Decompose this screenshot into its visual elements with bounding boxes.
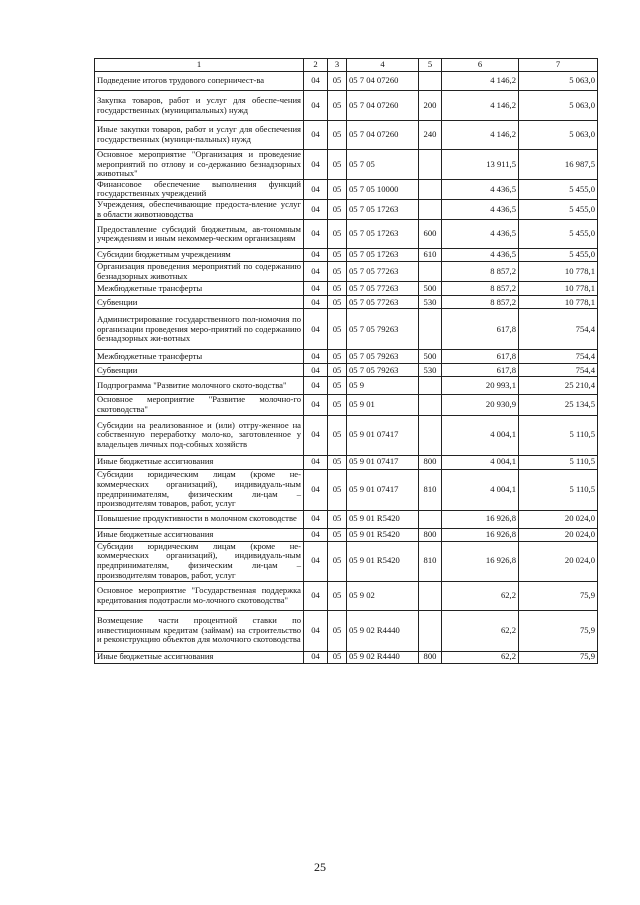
table-row [95,364,598,377]
cell-subsection: 05 [328,199,347,219]
cell-amount-year-1: 4 436,5 [442,199,519,219]
cell-amount-year-1: 4 004,1 [442,415,519,455]
table-row [95,581,598,610]
page-number: 25 [314,860,326,874]
table-row [95,282,598,296]
cell-section: 04 [304,541,328,581]
cell-amount-year-2: 754,4 [519,350,598,364]
cell-amount-year-1: 16 926,8 [442,510,519,528]
header-col-1: 1 [95,59,304,72]
cell-expense-type [419,72,442,91]
table-header [95,59,598,72]
cell-target-code: 05 9 [347,377,419,395]
cell-subsection: 05 [328,179,347,199]
cell-expense-type [419,610,442,651]
table-row [95,469,598,510]
table-row [95,415,598,455]
table-row [95,395,598,415]
cell-expense-type [419,581,442,610]
cell-expense-type: 530 [419,364,442,377]
table-row [95,199,598,219]
cell-section: 04 [304,581,328,610]
cell-expense-type [419,179,442,199]
table-row [95,121,598,150]
cell-expense-type: 810 [419,541,442,581]
cell-subsection: 05 [328,581,347,610]
cell-expense-type: 200 [419,91,442,121]
header-row [95,59,598,72]
cell-target-code: 05 7 04 07260 [347,91,419,121]
cell-target-code: 05 9 01 R5420 [347,528,419,541]
header-col-7: 7 [519,59,598,72]
cell-name: Субсидии юридическим лицам (кроме не-коммерческих организаций), индивидуаль-ным предпринимателям, физическим ли-цам – производителям товаров, работ, услуг [95,541,304,581]
header-col-6: 6 [442,59,519,72]
cell-amount-year-1: 8 857,2 [442,296,519,309]
cell-amount-year-2: 754,4 [519,364,598,377]
cell-name: Закупка товаров, работ и услуг для обеспе-чения государственных (муниципальных) нужд [95,91,304,121]
cell-expense-type: 610 [419,249,442,262]
cell-expense-type: 500 [419,282,442,296]
cell-section: 04 [304,455,328,469]
cell-target-code: 05 9 02 R4440 [347,610,419,651]
cell-amount-year-2: 5 455,0 [519,249,598,262]
cell-subsection: 05 [328,541,347,581]
cell-amount-year-1: 4 146,2 [442,72,519,91]
cell-amount-year-2: 5 455,0 [519,199,598,219]
table-row [95,249,598,262]
cell-expense-type [419,199,442,219]
cell-name: Возмещение части процентной ставки по инвестиционным кредитам (займам) на строительство и реконструкцию объектов для молочного скотоводства [95,610,304,651]
cell-amount-year-1: 4 436,5 [442,249,519,262]
cell-amount-year-2: 754,4 [519,309,598,350]
cell-expense-type [419,262,442,282]
cell-amount-year-1: 20 930,9 [442,395,519,415]
cell-subsection: 05 [328,220,347,249]
cell-amount-year-1: 4 004,1 [442,455,519,469]
cell-name: Иные закупки товаров, работ и услуг для обеспечения государственных (муници-пальных) нужд [95,121,304,150]
cell-name: Организация проведения мероприятий по содержанию безнадзорных животных [95,262,304,282]
cell-target-code: 05 9 01 07417 [347,469,419,510]
table-row [95,510,598,528]
cell-section: 04 [304,528,328,541]
cell-target-code: 05 9 01 07417 [347,455,419,469]
cell-amount-year-1: 8 857,2 [442,282,519,296]
cell-amount-year-2: 5 063,0 [519,121,598,150]
table-row [95,377,598,395]
cell-expense-type [419,510,442,528]
table-row [95,296,598,309]
cell-amount-year-1: 4 146,2 [442,121,519,150]
cell-section: 04 [304,510,328,528]
cell-subsection: 05 [328,395,347,415]
cell-amount-year-1: 4 004,1 [442,469,519,510]
cell-name: Субсидии бюджетным учреждениям [95,249,304,262]
cell-subsection: 05 [328,72,347,91]
cell-section: 04 [304,415,328,455]
cell-section: 04 [304,651,328,663]
cell-target-code: 05 7 05 79263 [347,364,419,377]
cell-expense-type: 240 [419,121,442,150]
cell-section: 04 [304,282,328,296]
table-row [95,220,598,249]
cell-amount-year-1: 16 926,8 [442,541,519,581]
cell-target-code: 05 9 02 R4440 [347,651,419,663]
cell-name: Основное мероприятие "Организация и проведение мероприятий по отлову и со-держанию безнадзорных животных" [95,150,304,180]
header-col-4: 4 [347,59,419,72]
cell-amount-year-2: 10 778,1 [519,262,598,282]
cell-section: 04 [304,121,328,150]
cell-amount-year-1: 4 436,5 [442,220,519,249]
cell-expense-type [419,309,442,350]
cell-target-code: 05 9 01 R5420 [347,510,419,528]
cell-amount-year-2: 16 987,5 [519,150,598,180]
cell-section: 04 [304,199,328,219]
cell-section: 04 [304,91,328,121]
cell-amount-year-1: 617,8 [442,309,519,350]
header-col-2: 2 [304,59,328,72]
table-body [95,72,598,664]
cell-target-code: 05 9 01 [347,395,419,415]
cell-amount-year-1: 13 911,5 [442,150,519,180]
cell-section: 04 [304,72,328,91]
cell-amount-year-1: 20 993,1 [442,377,519,395]
cell-amount-year-1: 617,8 [442,364,519,377]
table-row [95,91,598,121]
cell-name: Подпрограмма "Развитие молочного ското-водства" [95,377,304,395]
cell-expense-type: 800 [419,455,442,469]
cell-target-code: 05 9 01 R5420 [347,541,419,581]
cell-subsection: 05 [328,528,347,541]
cell-target-code: 05 7 05 79263 [347,350,419,364]
cell-name: Иные бюджетные ассигнования [95,651,304,663]
cell-amount-year-2: 5 063,0 [519,91,598,121]
cell-name: Повышение продуктивности в молочном скотоводстве [95,510,304,528]
cell-target-code: 05 7 05 [347,150,419,180]
cell-amount-year-2: 5 110,5 [519,455,598,469]
cell-name: Субсидии юридическим лицам (кроме не-коммерческих организаций), индивидуаль-ным предпринимателям, физическим ли-цам – производителям товаров, работ, услуг [95,469,304,510]
table-row [95,150,598,180]
cell-target-code: 05 7 05 77263 [347,262,419,282]
table-row [95,179,598,199]
cell-amount-year-2: 5 455,0 [519,179,598,199]
cell-amount-year-2: 25 210,4 [519,377,598,395]
cell-name: Иные бюджетные ассигнования [95,528,304,541]
cell-subsection: 05 [328,150,347,180]
cell-section: 04 [304,395,328,415]
cell-amount-year-1: 4 146,2 [442,91,519,121]
cell-amount-year-2: 25 134,5 [519,395,598,415]
cell-amount-year-2: 5 110,5 [519,415,598,455]
cell-amount-year-2: 75,9 [519,610,598,651]
table-row [95,309,598,350]
cell-target-code: 05 7 05 77263 [347,296,419,309]
cell-amount-year-2: 75,9 [519,581,598,610]
cell-section: 04 [304,469,328,510]
cell-amount-year-2: 5 063,0 [519,72,598,91]
table-row [95,350,598,364]
cell-target-code: 05 7 05 17263 [347,220,419,249]
cell-expense-type: 500 [419,350,442,364]
header-col-5: 5 [419,59,442,72]
cell-section: 04 [304,377,328,395]
cell-target-code: 05 7 05 17263 [347,199,419,219]
cell-amount-year-1: 62,2 [442,610,519,651]
cell-expense-type [419,395,442,415]
cell-amount-year-2: 20 024,0 [519,541,598,581]
cell-amount-year-2: 75,9 [519,651,598,663]
cell-expense-type: 800 [419,651,442,663]
cell-target-code: 05 9 02 [347,581,419,610]
cell-name: Основное мероприятие "Государственная поддержка кредитования подотрасли мо-лочного скотоводства" [95,581,304,610]
cell-section: 04 [304,364,328,377]
cell-target-code: 05 7 04 07260 [347,72,419,91]
cell-amount-year-2: 10 778,1 [519,296,598,309]
cell-subsection: 05 [328,296,347,309]
table-row [95,528,598,541]
table-row [95,72,598,91]
cell-amount-year-2: 20 024,0 [519,528,598,541]
cell-amount-year-1: 4 436,5 [442,179,519,199]
cell-name: Иные бюджетные ассигнования [95,455,304,469]
cell-amount-year-2: 20 024,0 [519,510,598,528]
cell-amount-year-1: 62,2 [442,651,519,663]
cell-name: Субвенции [95,296,304,309]
cell-section: 04 [304,262,328,282]
cell-expense-type: 600 [419,220,442,249]
cell-section: 04 [304,249,328,262]
cell-name: Основное мероприятие "Развитие молочно-го скотоводства" [95,395,304,415]
cell-target-code: 05 7 05 77263 [347,282,419,296]
cell-subsection: 05 [328,377,347,395]
cell-name: Финансовое обеспечение выполнения функций государственных учреждений [95,179,304,199]
cell-subsection: 05 [328,455,347,469]
cell-name: Субвенции [95,364,304,377]
cell-subsection: 05 [328,282,347,296]
cell-subsection: 05 [328,309,347,350]
cell-subsection: 05 [328,350,347,364]
cell-expense-type [419,150,442,180]
cell-subsection: 05 [328,262,347,282]
cell-amount-year-1: 16 926,8 [442,528,519,541]
cell-subsection: 05 [328,651,347,663]
cell-expense-type: 800 [419,528,442,541]
table-row [95,455,598,469]
cell-subsection: 05 [328,249,347,262]
cell-name: Администрирование государственного пол-номочия по организации проведения меро-приятий по содержанию безнадзорных жи-вотных [95,309,304,350]
cell-name: Учреждения, обеспечивающие предоста-вление услуг в области животноводства [95,199,304,219]
table-row [95,610,598,651]
cell-amount-year-1: 617,8 [442,350,519,364]
header-col-3: 3 [328,59,347,72]
cell-section: 04 [304,150,328,180]
cell-amount-year-1: 8 857,2 [442,262,519,282]
cell-target-code: 05 7 05 79263 [347,309,419,350]
cell-amount-year-2: 5 110,5 [519,469,598,510]
cell-name: Межбюджетные трансферты [95,282,304,296]
cell-name: Подведение итогов трудового соперничест-ва [95,72,304,91]
cell-name: Субсидии на реализованное и (или) отгру-женное на собственную переработку моло-ко, заготовленное у владельцев личных под-собных хозяйств [95,415,304,455]
cell-target-code: 05 7 04 07260 [347,121,419,150]
cell-subsection: 05 [328,121,347,150]
cell-section: 04 [304,179,328,199]
cell-subsection: 05 [328,91,347,121]
cell-expense-type: 530 [419,296,442,309]
cell-name: Межбюджетные трансферты [95,350,304,364]
cell-target-code: 05 7 05 10000 [347,179,419,199]
table-row [95,541,598,581]
cell-section: 04 [304,309,328,350]
cell-subsection: 05 [328,510,347,528]
cell-subsection: 05 [328,364,347,377]
cell-section: 04 [304,296,328,309]
cell-name: Предоставление субсидий бюджетным, ав-тономным учреждениям и иным некоммер-ческим организациям [95,220,304,249]
cell-expense-type: 810 [419,469,442,510]
cell-target-code: 05 7 05 17263 [347,249,419,262]
cell-amount-year-1: 62,2 [442,581,519,610]
table-row [95,651,598,663]
cell-subsection: 05 [328,610,347,651]
cell-section: 04 [304,610,328,651]
cell-section: 04 [304,350,328,364]
cell-amount-year-2: 10 778,1 [519,282,598,296]
table-row [95,262,598,282]
budget-table [94,58,598,664]
cell-section: 04 [304,220,328,249]
cell-expense-type [419,377,442,395]
cell-expense-type [419,415,442,455]
cell-target-code: 05 9 01 07417 [347,415,419,455]
cell-subsection: 05 [328,469,347,510]
cell-subsection: 05 [328,415,347,455]
cell-amount-year-2: 5 455,0 [519,220,598,249]
